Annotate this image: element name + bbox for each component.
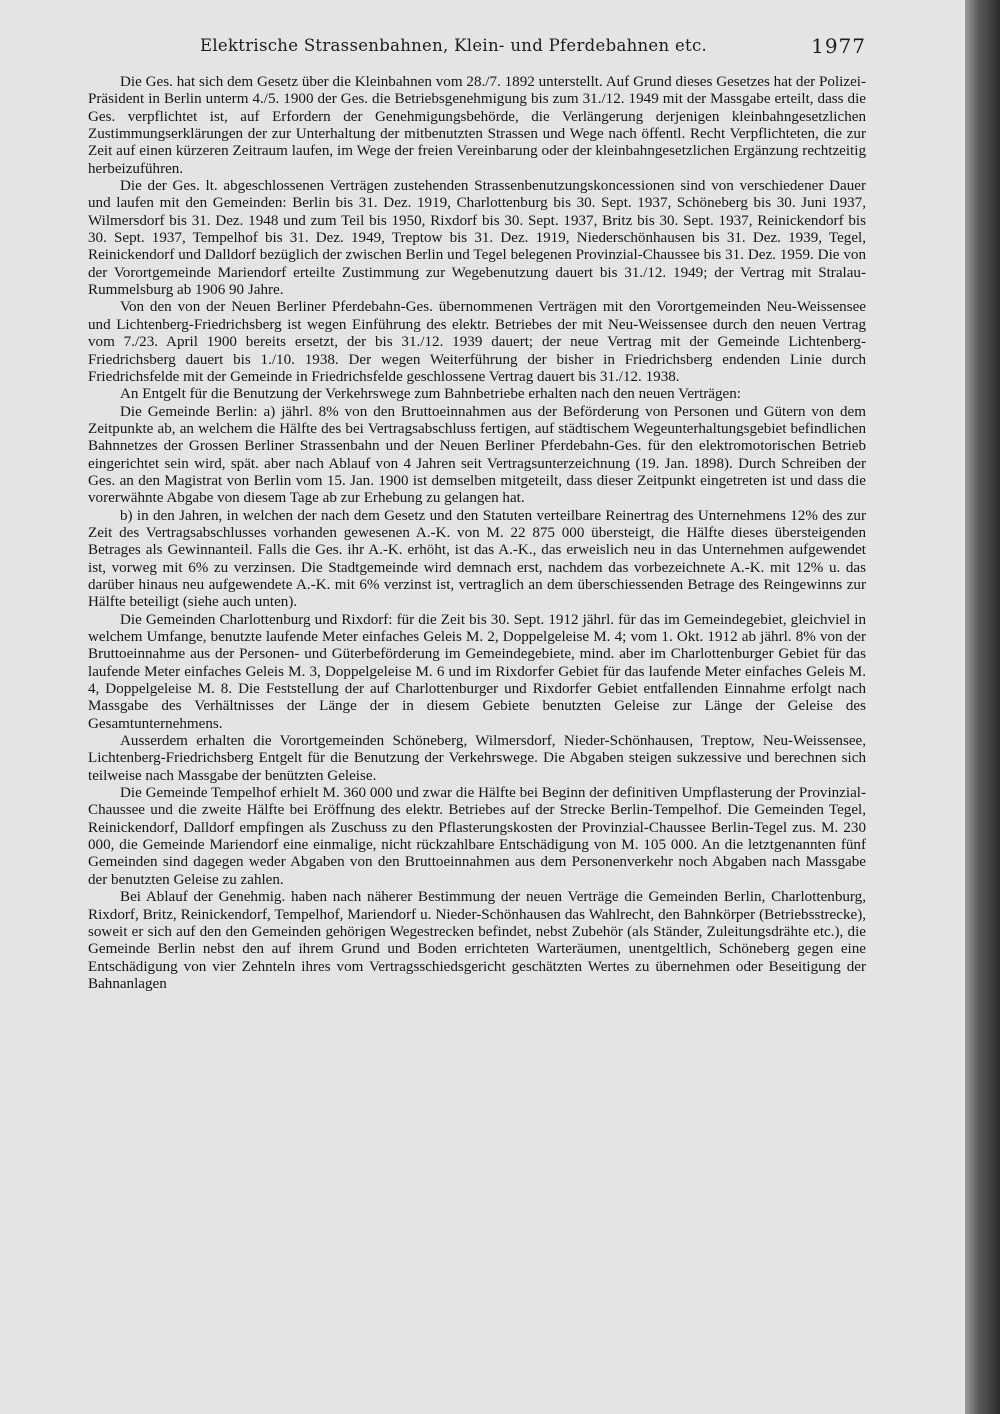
paragraph-tempelhof: Die Gemeinde Tempelhof erhielt M. 360 000 und zwar die Hälfte bei Beginn der definitiven Umpflasterung der Provinzial-Chaussee und die zweite Hälfte bei Eröffnung des elektr. Betriebes auf der Strecke Berlin-Tempelhof. Die Gemeinden Tegel, Reinickendorf, Dalldorf empfingen als Zuschuss zu den Pflasterungskosten der Provinzial-Chaussee Berlin-Tegel zus. M. 230 000, die Gemeinde Mariendorf eine einmalige, nicht rückzahlbare Entschädigung von M. 105 000. An die letztgenannten fünf Gemeinden sind dagegen weder Abgaben von den Bruttoeinnahmen aus dem Personenverkehr noch Abgaben nach Massgabe der benutzten Geleise zu zahlen. (88, 785, 866, 888)
paragraph-koncessionen: Die der Ges. lt. abgeschlossenen Verträgen zustehenden Strassenbenutzungskoncessionen sind von verschiedener Dauer und laufen mit den Gemeinden: Berlin bis 31. Dez. 1919, Charlottenburg bis 30. Sept. 1937, Schöneberg bis 30. Juni 1937, Wilmersdorf bis 31. Dez. 1948 und zum Teil bis 1950, Rixdorf bis 30. Sept. 1937, Britz bis 30. Sept. 1937, Reinickendorf bis 30. Sept. 1937, Tempelhof bis 31. Dez. 1949, Treptow bis 31. Dez. 1919, Niederschönhausen bis 31. Dez. 1939, Tegel, Reinickendorf und Dalldorf bezüglich der zwischen Berlin und Tegel belegenen Provinzial-Chaussee bis 31. Dez. 1959. Die von der Vorortgemeinde Mariendorf erteilte Zustimmung zur Wegebenutzung dauert bis 31./12. 1949; der Vertrag mit Stralau-Rummelsburg ab 1906 90 Jahre. (88, 178, 866, 299)
paragraph-charlottenburg-rixdorf: Die Gemeinden Charlottenburg und Rixdorf: für die Zeit bis 30. Sept. 1912 jährl. für das im Gemeindegebiet, gleichviel in welchem Umfange, benutzte laufende Meter einfaches Geleis M. 2, Doppelgeleise M. 4; vom 1. Okt. 1912 ab jährl. 8% von der Bruttoeinnahme aus der Personen- und Güterbeförderung im Gemeindegebiete, mind. aber im Charlottenburger Gebiet für das laufende Meter einfaches Geleis M. 3, Doppelgeleise M. 6 und im Rixdorfer Gebiet für das laufende Meter einfaches Geleis M. 4, Doppelgeleise M. 8. Die Feststellung der auf Charlottenburger und Rixdorfer Gebiet entfallenden Einnahme erfolgt nach Massgabe des Verhältnisses der Länge der in diesem Gebiete benutzten Geleise zur Länge der Geleise des Gesamtunternehmens. (88, 611, 866, 732)
paragraph-entgelt-intro: An Entgelt für die Benutzung der Verkehrswege zum Bahnbetriebe erhalten nach den neuen Verträgen: (120, 386, 741, 403)
paragraph-kleinbahngesetz: Die Ges. hat sich dem Gesetz über die Kleinbahnen vom 28./7. 1892 unterstellt. Auf Grund dieses Gesetzes hat der Polizei-Präsident in Berlin unterm 4./5. 1900 der Ges. die Betriebsgenehmigung bis zum 31./12. 1949 mit der Massgabe erteilt, dass die Ges. verpflichtet ist, auf Erfordern der Genehmigungsbehörde, die Verlängerung derjenigen kleinbahngesetzlichen Zustimmungserklärungen der zur Unterhaltung der mitbenutzten Strassen und Wege nach öffentl. Recht Verpflichteten, die zur Zeit auf einen kürzeren Zeitraum laufen, im Wege der freien Vereinbarung oder der kleinbahngesetzlichen Ergänzung rechtzeitig herbeizuführen. (88, 74, 866, 177)
body-text (88, 74, 866, 993)
paragraph-pferdebahn-vertraege: Von den von der Neuen Berliner Pferdebahn-Ges. übernommenen Verträgen mit den Vorortgemeinden Neu-Weissensee und Lichtenberg-Friedrichsberg ist wegen Einführung des elektr. Betriebes der mit Neu-Weissensee durch den neuen Vertrag vom 7./23. April 1900 bereits ersetzt, der bis 31./12. 1939 dauert; der neue Vertrag mit der Gemeinde Lichtenberg-Friedrichsberg dauert bis 1./10. 1938. Der wegen Weiterführung der bisher in Friedrichsberg endenden Linie durch Friedrichsfelde mit der Gemeinde in Friedrichsfelde geschlossene Vertrag dauert bis 31./12. 1938. (88, 299, 866, 385)
paragraph-vorortgemeinden: Ausserdem erhalten die Vorortgemeinden Schöneberg, Wilmersdorf, Nieder-Schönhausen, Treptow, Neu-Weissensee, Lichtenberg-Friedrichsberg Entgelt für die Benutzung der Verkehrswege. Die Abgaben steigen sukzessive und berechnen sich teilweise nach Massgabe der benützten Geleise. (88, 733, 866, 784)
paragraph-gemeinde-berlin-b: b) in den Jahren, in welchen der nach dem Gesetz und den Statuten verteilbare Reinertrag des Unternehmens 12% des zur Zeit des Vertragsabschlusses vorhanden gewesenen A.-K. von M. 22 875 000 übersteigt, die Hälfte dieses übersteigenden Betrages als Gewinnanteil. Falls die Ges. ihr A.-K. erhöht, ist das A.-K., das erweislich neu in das Unternehmen aufgewendet ist, vorweg mit 6% zu verzinsen. Die Stadtgemeinde wird demnach erst, nachdem das vorbezeichnete A.-K. mit 12% u. das darüber hinaus neu aufgewendete A.-K. mit 6% verzinst ist, vertraglich an dem überschiessenden Betrage des Reingewinns zur Hälfte beteiligt (siehe auch unten). (88, 507, 866, 611)
paragraph-ablauf-genehmigung: Bei Ablauf der Genehmig. haben nach näherer Bestimmung der neuen Verträge die Gemeinden Berlin, Charlottenburg, Rixdorf, Britz, Reinickendorf, Tempelhof, Mariendorf u. Nieder-Schönhausen das Wahlrecht, den Bahnkörper (Betriebsstrecke), soweit er sich auf den den Gemeinden gehörigen Wegestrecken befindet, nebst Zubehör (als Ständer, Zuleitungsdrähte etc.), die Gemeinde Berlin nebst den auf ihrem Grund und Boden errichteten Warteräumen, unentgeltlich, Schöneberg gegen eine Entschädigung von vier Zehnteln ihres vom Vertragsschiedsgericht geschätzten Wertes zu übernehmen oder Beseitigung der Bahnanlagen (88, 889, 866, 992)
running-title: Elektrische Strassenbahnen, Klein- und Pferdebahnen etc. (200, 36, 708, 55)
page-number: 1977 (811, 34, 866, 58)
page-header (88, 34, 866, 64)
book-binding-edge (965, 0, 1000, 1414)
paragraph-gemeinde-berlin-a: Die Gemeinde Berlin: a) jährl. 8% von den Bruttoeinnahmen aus der Beförderung von Personen und Gütern von dem Zeitpunkte ab, an welchem die Hälfte des bei Vertragsabschluss fertigen, auf städtischem Wegeunterhaltungsgebiet befindlichen Bahnnetzes der Grossen Berliner Strassenbahn und der Neuen Berliner Pferdebahn-Ges. für den elektromotorischen Betrieb eingerichtet sein wird, spät. aber nach Ablauf von 4 Jahren seit Vertragsunterzeichnung (19. Jan. 1898). Durch Schreiben der Ges. an den Magistrat von Berlin vom 15. Jan. 1900 ist demselben mitgeteilt, dass dieser Zeitpunkt eingetreten ist und dass die vorerwähnte Abgabe von diesem Tage ab zur Erhebung zu gelangen hat. (88, 403, 866, 507)
